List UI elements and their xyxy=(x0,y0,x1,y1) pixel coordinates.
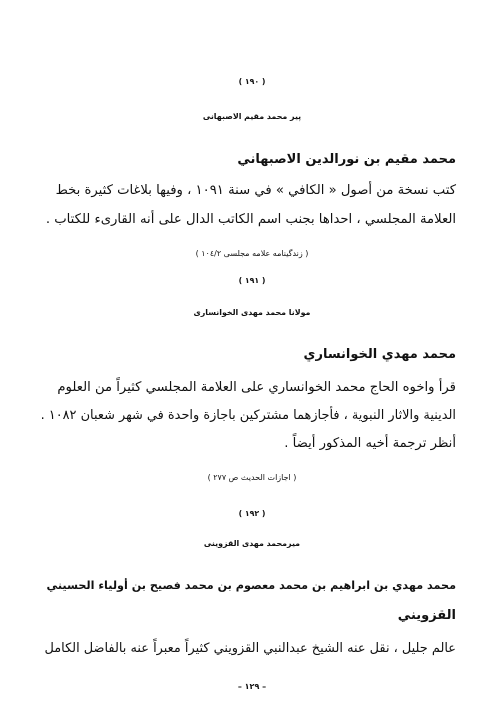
entry-subtitle: محمد مهدي بن ابراهيم بن محمد معصوم بن محمد فصيح بن أولياء الحسيني xyxy=(46,579,456,592)
entry-subtitle: محمد مهدي الخوانساري xyxy=(303,347,456,362)
body-line: عالم جليل ، نقل عنه الشيخ عبدالنبي القزويني كثيراً معبراً عنه بالفاضل الكامل xyxy=(44,641,456,656)
entry-subtitle: القزويني xyxy=(397,608,456,623)
entry-title: ميرمحمد مهدى القزوينى xyxy=(203,539,301,548)
entry-number: ( ١٩٢ ) xyxy=(238,509,266,518)
body-line: أنظر ترجمة أخيه المذكور أيضاً . xyxy=(284,436,456,451)
body-line: العلامة المجلسي ، احداها بجنب اسم الكاتب الدال على أنه القارىء للكتاب . xyxy=(45,212,456,227)
body-line: كتب نسخة من أصول « الكافي » في سنة ١٠٩١ ، وفيها بلاغات كثيرة بخط xyxy=(55,183,456,198)
entry-reference: ( اجازات الحديث ص ٢٧٧ ) xyxy=(207,473,297,482)
entry-subtitle: محمد مقيم بن نورالدين الاصبهاني xyxy=(237,152,456,167)
entry-number: ( ١٩١ ) xyxy=(238,276,266,285)
entry-reference: ( زندگينامه علامه مجلسی ١٠٤/٢ ) xyxy=(195,249,309,258)
body-line: قرأ واخوه الحاج محمد الخوانساري على العلامة المجلسي كثيراً من العلوم xyxy=(57,380,456,395)
entry-title: پير محمد مقيم الاصبهانى xyxy=(202,112,302,121)
entry-number: ( ١٩٠ ) xyxy=(238,77,266,86)
page-number: – ١٢٩ – xyxy=(237,682,267,691)
entry-title: مولانا محمد مهدى الخوانسارى xyxy=(193,308,311,317)
body-line: الدينية والاثار النبوية ، فأجازهما مشتركين باجازة واحدة في شهر شعبان ١٠٨٢ . xyxy=(40,408,456,423)
